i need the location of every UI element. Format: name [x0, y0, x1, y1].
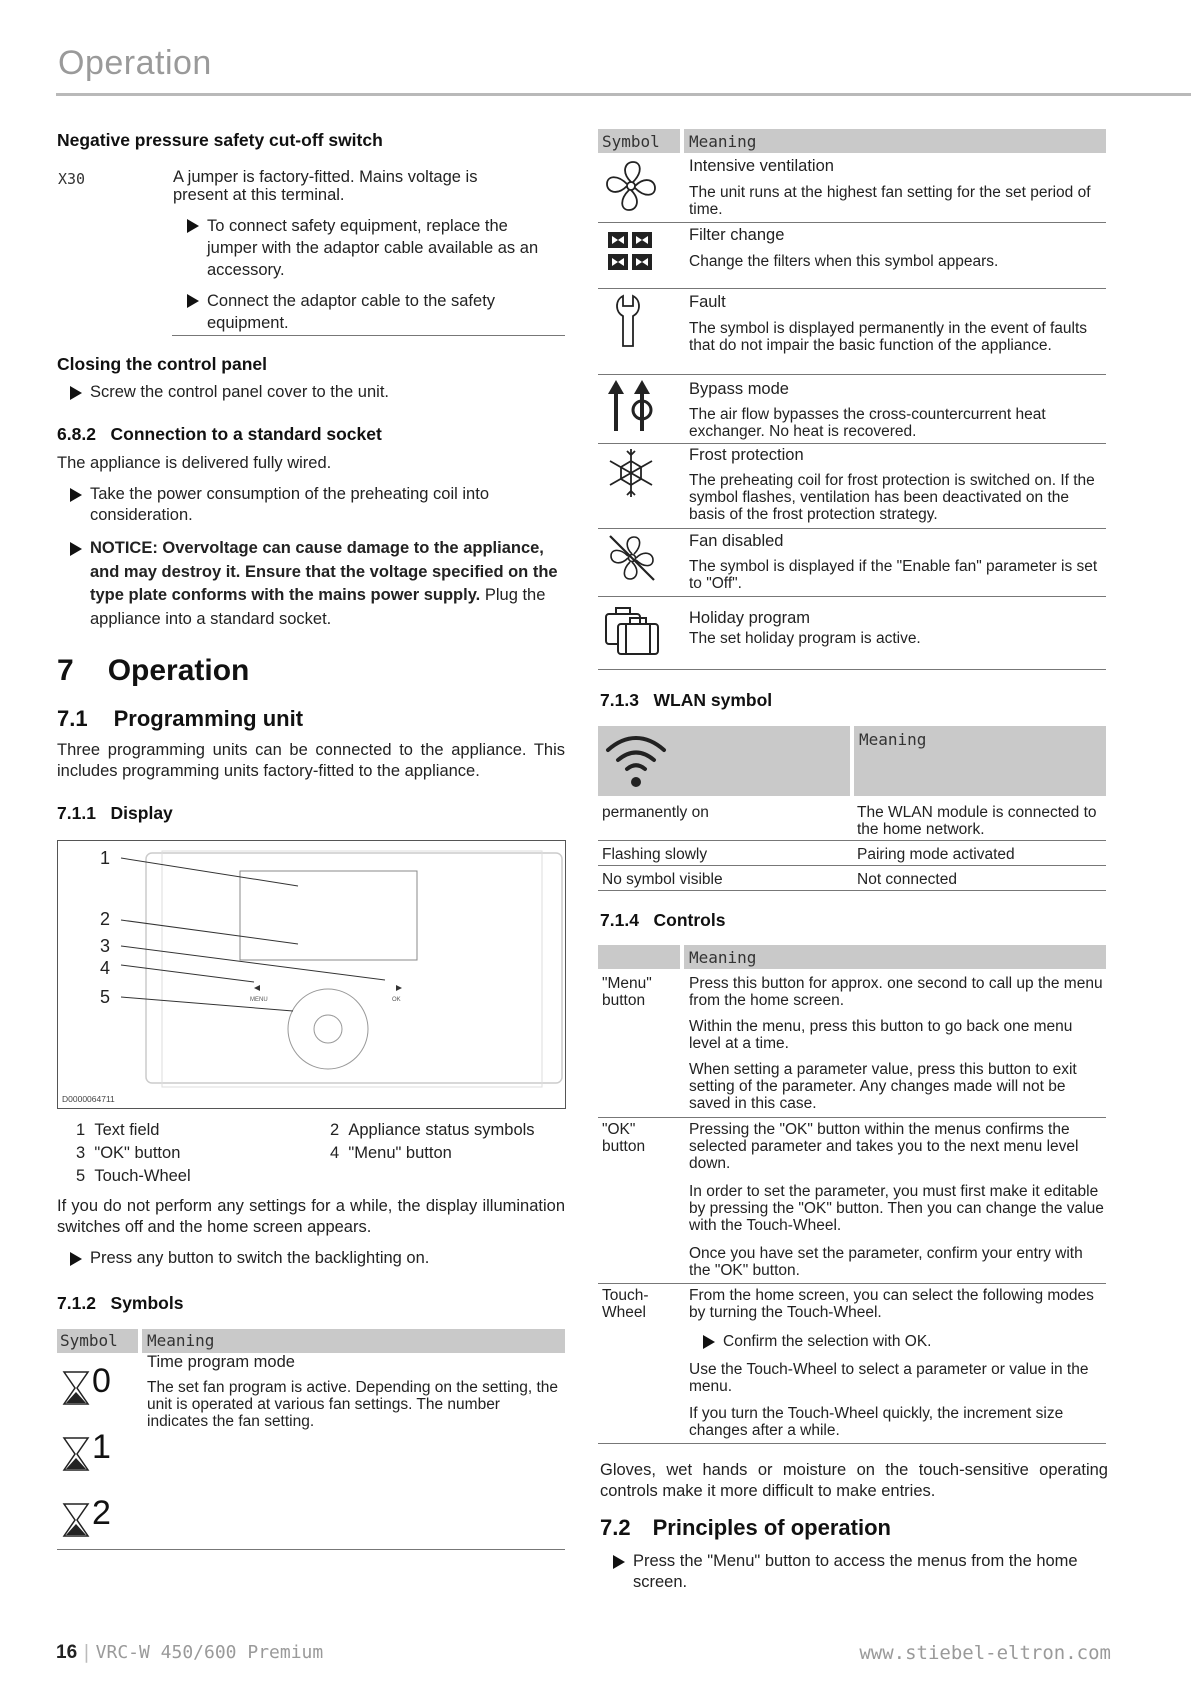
rule — [598, 288, 1106, 289]
col-symbol: Symbol — [602, 132, 660, 151]
fan-level-1: 1 — [92, 1428, 111, 1466]
wrench-icon — [613, 292, 647, 350]
row-holiday-desc: The set holiday program is active. — [689, 630, 921, 647]
fan-level-2: 2 — [92, 1494, 111, 1532]
controls-table-header — [598, 945, 1106, 969]
neg-pressure-step-1: To connect safety equipment, replace the jumper with the adaptor cable available as an accessory. — [187, 215, 547, 281]
text-field-screen — [240, 871, 417, 960]
device-outline — [146, 853, 562, 1083]
ok-button-label: "OK" button — [602, 1121, 646, 1155]
rule — [598, 1283, 1106, 1284]
right-symbols-table-header — [598, 129, 1106, 153]
rule — [598, 374, 1106, 375]
header-divider — [680, 945, 684, 969]
time-program-desc: The set fan program is active. Depending on the setting, the unit is operated at various fan settings. The number indicates the fan setting. — [147, 1379, 558, 1430]
legend-item-4: 4 "Menu" button — [330, 1144, 452, 1162]
row-filter-desc: Change the filters when this symbol appears. — [689, 253, 999, 270]
rule — [598, 528, 1106, 529]
wlan-icon — [604, 732, 668, 790]
menu-p1: Press this button for approx. one second to call up the menu from the home screen. — [689, 975, 1103, 1009]
touch-wheel-label: Touch-Wheel — [602, 1287, 649, 1321]
s71-text: Three programming units can be connected to the appliance. This includes programming units factory-fitted to the appliance. — [57, 741, 565, 780]
rule — [598, 1443, 1106, 1444]
row-frost-desc: The preheating coil for frost protection is switched on. If the symbol flashes, ventilation has been deactivated on the basis of the frost protection strategy. — [689, 472, 1095, 523]
gloves-note: Gloves, wet hands or moisture on the touch-sensitive operating controls make it more difficult to make entries. — [600, 1461, 1108, 1500]
s711-para: If you do not perform any settings for a while, the display illumination switches off and the home screen appears. — [57, 1197, 565, 1236]
col-meaning: Meaning — [147, 1331, 215, 1350]
page-header-title: Operation — [58, 44, 212, 82]
suitcase-icon — [604, 602, 664, 660]
touch-wheel-outer — [288, 989, 368, 1069]
rule — [598, 222, 1106, 223]
row-fan-disabled-title: Fan disabled — [689, 532, 784, 550]
row-fault-title: Fault — [689, 293, 726, 311]
section-7-1-4-heading: 7.1.4 Controls — [600, 910, 726, 930]
header-divider — [680, 129, 684, 153]
bypass-icon — [604, 378, 660, 436]
filter-icon — [606, 228, 654, 276]
callout-line-2 — [121, 920, 298, 944]
hourglass-icons — [60, 1358, 135, 1548]
callout-2: 2 — [100, 909, 111, 929]
snowflake-icon — [605, 447, 657, 499]
rule — [598, 669, 1106, 670]
section-7-1-1-heading: 7.1.1 Display — [57, 803, 173, 823]
fan-level-0: 0 — [92, 1362, 111, 1400]
website-link[interactable]: www.stiebel-eltron.com — [859, 1642, 1111, 1664]
closing-step: Screw the control panel cover to the unit. — [70, 382, 560, 403]
rule — [598, 443, 1106, 444]
tw-p2: Use the Touch-Wheel to select a parameter or value in the menu. — [689, 1361, 1089, 1395]
figure-id: D0000064711 — [62, 1094, 115, 1104]
menu-p3: When setting a parameter value, press this button to exit setting of the parameter. Any changes made will not be saved in this case. — [689, 1061, 1077, 1112]
section-7-1-2-heading: 7.1.2 Symbols — [57, 1293, 184, 1313]
s682-step-1: Take the power consumption of the preheating coil into consideration. — [70, 484, 560, 526]
section-7-1-heading: 7.1 Programming unit — [57, 706, 304, 731]
s72-step: Press the "Menu" button to access the menus from the home screen. — [613, 1551, 1083, 1593]
s682-notice: NOTICE: Overvoltage can cause damage to the appliance, and may destroy it. Ensure that the voltage specified on the type plate conforms with the mains power supply. Plug the appliance into a standard socket. — [70, 537, 570, 631]
ok-p1: Pressing the "OK" button within the menus confirms the selected parameter and takes you to the next menu level down. — [689, 1121, 1079, 1172]
closing-title: Closing the control panel — [57, 354, 268, 374]
row-fault-desc: The symbol is displayed permanently in the event of faults that do not impair the basic function of the appliance. — [689, 320, 1088, 354]
symbols-table-header — [57, 1329, 565, 1353]
time-program-title: Time program mode — [147, 1353, 295, 1371]
menu-button-label: "Menu" button — [602, 975, 652, 1009]
rule — [598, 1117, 1106, 1118]
rule — [598, 890, 1106, 891]
row-fan-disabled-desc: The symbol is displayed if the "Enable fan" parameter is set to "Off". — [689, 558, 1098, 592]
wlan-meaning-none: Not connected — [857, 871, 957, 888]
product-name: VRC-W 450/600 Premium — [95, 1642, 324, 1663]
legend-item-3: 3 "OK" button — [76, 1144, 181, 1162]
row-holiday-title: Holiday program — [689, 609, 811, 627]
ok-p2: In order to set the parameter, you must first make it editable by pressing the "OK" button. Then you can change the value with the Touch-Wheel. — [689, 1183, 1104, 1234]
header-divider — [138, 1329, 142, 1353]
rule — [172, 335, 565, 336]
row-intensive-desc: The unit runs at the highest fan setting for the set period of time. — [689, 184, 1091, 218]
menu-p2: Within the menu, press this button to go back one menu level at a time. — [689, 1018, 1073, 1052]
menu-arrow-icon — [254, 985, 260, 991]
terminal-x30: X30 — [58, 170, 86, 188]
tw-p1: From the home screen, you can select the following modes by turning the Touch-Wheel. — [689, 1287, 1094, 1321]
tw-step: Confirm the selection with OK. — [703, 1333, 1103, 1350]
col-symbol: Symbol — [60, 1331, 118, 1350]
wlan-state-on: permanently on — [602, 804, 709, 821]
row-bypass-title: Bypass mode — [689, 380, 789, 398]
neg-pressure-step-2: Connect the adaptor cable to the safety equipment. — [187, 290, 547, 334]
ok-p3: Once you have set the parameter, confirm your entry with the "OK" button. — [689, 1245, 1083, 1279]
legend-item-2: 2 Appliance status symbols — [330, 1121, 535, 1139]
section-6-8-2-heading: 6.8.2 Connection to a standard socket — [57, 424, 382, 444]
fan-disabled-icon — [606, 532, 658, 584]
display-illustration — [58, 841, 565, 1108]
rule — [598, 865, 1106, 866]
hourglass-icon-1 — [64, 1428, 111, 1470]
rule — [57, 1549, 565, 1550]
footer-page-info: 16 | VRC-W 450/600 Premium — [56, 1641, 324, 1663]
rule — [598, 840, 1106, 841]
wlan-meaning-on: The WLAN module is connected to the home network. — [857, 804, 1097, 838]
legend-item-5: 5 Touch-Wheel — [76, 1167, 191, 1185]
callout-line-1 — [121, 858, 298, 886]
section-7-2-heading: 7.2 Principles of operation — [600, 1515, 891, 1540]
row-frost-title: Frost protection — [689, 446, 804, 464]
tw-p3: If you turn the Touch-Wheel quickly, the increment size changes after a while. — [689, 1405, 1064, 1439]
s682-intro: The appliance is delivered fully wired. — [57, 454, 332, 472]
hourglass-icon-2 — [64, 1494, 111, 1536]
menu-label: MENU — [250, 997, 268, 1003]
legend-item-1: 1 Text field — [76, 1121, 160, 1139]
callout-5: 5 — [100, 987, 111, 1007]
callout-4: 4 — [100, 958, 111, 978]
callout-1: 1 — [100, 848, 111, 868]
callout-3: 3 — [100, 936, 111, 956]
fan-icon — [603, 158, 659, 214]
callout-line-3 — [121, 946, 385, 980]
callout-line-4 — [121, 965, 254, 982]
header-divider — [850, 726, 854, 796]
page-number: 16 — [56, 1642, 78, 1663]
row-filter-title: Filter change — [689, 226, 785, 244]
controls-col-meaning: Meaning — [689, 948, 757, 967]
row-intensive-title: Intensive ventilation — [689, 157, 834, 175]
ok-arrow-icon — [396, 985, 402, 991]
section-7-1-3-heading: 7.1.3 WLAN symbol — [600, 690, 773, 710]
wlan-col-meaning: Meaning — [859, 730, 927, 749]
hourglass-icon-0 — [64, 1362, 111, 1404]
header-rule — [56, 93, 1191, 96]
wlan-meaning-flashing: Pairing mode activated — [857, 846, 1015, 863]
device-inner-outline — [162, 851, 542, 1087]
row-bypass-desc: The air flow bypasses the cross-countercurrent heat exchanger. No heat is recovered. — [689, 406, 1046, 440]
rule — [598, 596, 1106, 597]
neg-pressure-desc: A jumper is factory-fitted. Mains voltage is present at this terminal. — [173, 168, 478, 204]
col-meaning: Meaning — [689, 132, 757, 151]
s711-step: Press any button to switch the backlighting on. — [70, 1248, 560, 1269]
wlan-state-none: No symbol visible — [602, 871, 723, 888]
ok-label: OK — [392, 997, 401, 1003]
wlan-state-flashing: Flashing slowly — [602, 846, 708, 863]
neg-pressure-title: Negative pressure safety cut-off switch — [57, 130, 383, 150]
touch-wheel-button — [314, 1015, 342, 1043]
display-figure — [57, 840, 566, 1109]
section-7-heading: 7 Operation — [57, 654, 250, 687]
